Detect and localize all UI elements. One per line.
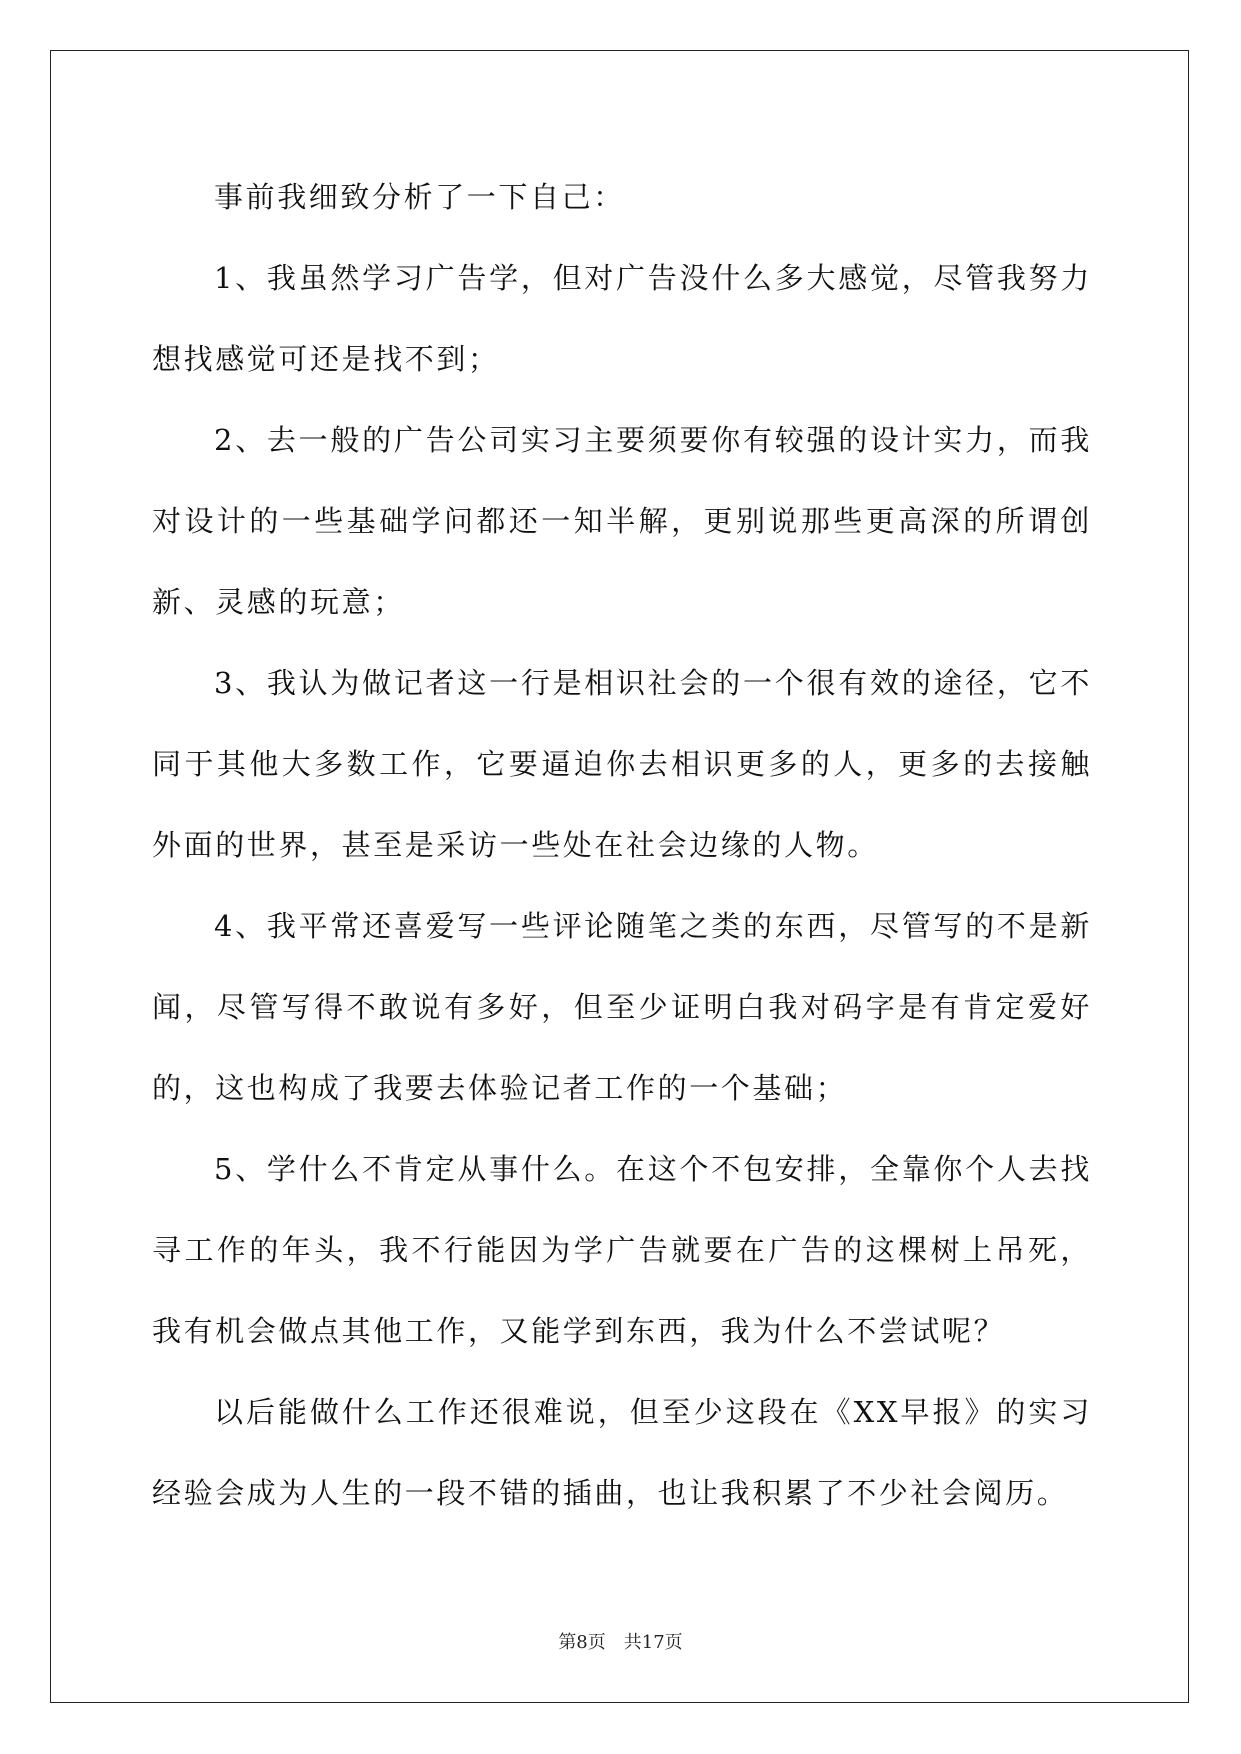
- paragraph-point-5: 5、学什么不肯定从事什么。在这个不包安排，全靠你个人去找寻工作的年头，我不行能因为学广告就要在广告的这棵树上吊死，我有机会做点其他工作，又能学到东西，我为什么不尝试呢？: [152, 1152, 1092, 1348]
- paragraph-point-1: 1、我虽然学习广告学，但对广告没什么多大感觉，尽管我努力想找感觉可还是找不到；: [152, 261, 1092, 376]
- paragraph-point-4: 4、我平常还喜爱写一些评论随笔之类的东西，尽管写的不是新闻，尽管写得不敢说有多好，但至少证明白我对码字是有肯定爱好的，这也构成了我要去体验记者工作的一个基础；: [152, 909, 1092, 1105]
- paragraph-point-2: 2、去一般的广告公司实习主要须要你有较强的设计实力，而我对设计的一些基础学问都还一知半解，更别说那些更高深的所谓创新、灵感的玩意；: [152, 423, 1092, 619]
- page-number: 第8页: [558, 1632, 606, 1653]
- paragraph-intro: 事前我细致分析了一下自己：: [214, 180, 625, 214]
- paragraph-conclusion: 以后能做什么工作还很难说，但至少这段在《XX早报》的实习经验会成为人生的一段不错的插曲，也让我积累了不少社会阅历。: [152, 1395, 1092, 1510]
- page-footer: [0, 1628, 1241, 1654]
- paragraph-point-3: 3、我认为做记者这一行是相识社会的一个很有效的途径，它不同于其他大多数工作，它要逼迫你去相识更多的人，更多的去接触外面的世界，甚至是采访一些处在社会边缘的人物。: [152, 666, 1092, 862]
- document-body: [152, 165, 1092, 1534]
- page-total: 共17页: [623, 1632, 683, 1653]
